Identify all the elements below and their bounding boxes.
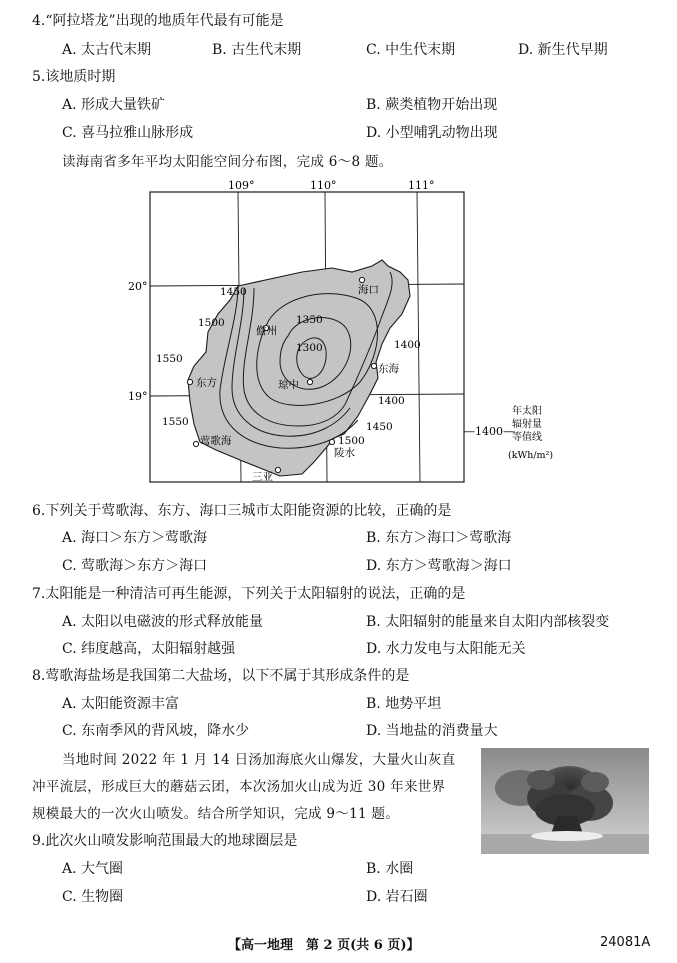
q5-option-a: A. 形成大量铁矿	[62, 97, 166, 113]
q4-option-a: A. 太古代末期	[62, 42, 152, 58]
isoline-label-1450-nw: 1450	[220, 286, 247, 298]
isoline-label-1550-sw: 1550	[162, 416, 189, 428]
isoline-label-1350: 1350	[296, 314, 323, 326]
city-marker-yinggehai	[193, 441, 198, 446]
volcano-intro-line1: 当地时间 2022 年 1 月 14 日汤加海底火山爆发，大量火山灰直	[62, 752, 456, 768]
legend-isoline-sample: —1400—	[464, 425, 514, 438]
city-label-lingshui: 陵水	[334, 447, 355, 459]
q9-option-a: A. 大气圈	[62, 861, 124, 877]
city-label-dongfang: 东方	[196, 377, 217, 389]
q8-option-b: B. 地势平坦	[366, 696, 442, 712]
lon-label-109: 109°	[228, 179, 255, 192]
q9-stem: 9.此次火山喷发影响范围最大的地球圈层是	[32, 833, 298, 849]
lon-label-110: 110°	[310, 179, 337, 192]
legend-text-line2: 辐射量	[512, 419, 542, 430]
q7-option-d: D. 水力发电与太阳能无关	[366, 641, 526, 657]
isoline-label-1500-w: 1500	[198, 317, 225, 329]
map-intro: 读海南省多年平均太阳能空间分布图，完成 6～8 题。	[62, 154, 393, 170]
q6-option-a: A. 海口＞东方＞莺歌海	[62, 530, 208, 546]
volcano-intro-line3: 规模最大的一次火山喷发。结合所学知识，完成 9～11 题。	[32, 806, 400, 822]
city-marker-donghai	[371, 363, 376, 368]
q7-stem: 7.太阳能是一种清洁可再生能源，下列关于太阳辐射的说法，正确的是	[32, 586, 466, 602]
city-label-yinggehai: 莺歌海	[200, 435, 232, 447]
meridian-111	[417, 192, 420, 482]
q5-option-d: D. 小型哺乳动物出现	[366, 125, 498, 141]
city-marker-lingshui	[329, 439, 334, 444]
volcano-eruption-photo	[481, 748, 649, 854]
q9-option-b: B. 水圈	[366, 861, 414, 877]
volcano-intro-line2: 冲平流层，形成巨大的蘑菇云团，本次汤加火山成为近 30 年来世界	[32, 779, 446, 795]
city-label-qiongzhong: 琼中	[278, 379, 299, 391]
exam-code: 24081A	[600, 935, 651, 950]
city-marker-qiongzhong	[307, 379, 312, 384]
q6-option-c: C. 莺歌海＞东方＞海口	[62, 558, 208, 574]
q7-option-c: C. 纬度越高，太阳辐射越强	[62, 641, 236, 657]
q5-option-c: C. 喜马拉雅山脉形成	[62, 125, 194, 141]
q6-option-b: B. 东方＞海口＞莺歌海	[366, 530, 512, 546]
city-marker-sanya	[275, 467, 280, 472]
q4-option-d: D. 新生代早期	[518, 42, 608, 58]
legend-text-line3: 等值线	[512, 432, 542, 443]
lat-label-20: 20°	[128, 280, 148, 293]
q9-option-d: D. 岩石圈	[366, 889, 428, 905]
q4-option-c: C. 中生代末期	[366, 42, 456, 58]
isoline-label-1500-s: 1500	[338, 435, 365, 447]
city-label-donghai: 东海	[378, 363, 399, 375]
isoline-label-1400-se: 1400	[378, 395, 405, 407]
isoline-label-1550-w: 1550	[156, 353, 183, 365]
q6-stem: 6.下列关于莺歌海、东方、海口三城市太阳能资源的比较，正确的是	[32, 503, 452, 519]
q8-option-c: C. 东南季风的背风坡，降水少	[62, 723, 250, 739]
isoline-label-1450-se: 1450	[366, 421, 393, 433]
q8-stem: 8.莺歌海盐场是我国第二大盐场，以下不属于其形成条件的是	[32, 668, 410, 684]
isoline-label-1300: 1300	[296, 342, 323, 354]
q6-option-d: D. 东方＞莺歌海＞海口	[366, 558, 512, 574]
lon-label-111: 111°	[408, 179, 435, 192]
city-label-danzhou: 儋州	[256, 325, 277, 337]
q4-option-b: B. 古生代末期	[212, 42, 302, 58]
q4-stem: 4.“阿拉塔龙”出现的地质年代最有可能是	[32, 13, 284, 29]
q8-option-d: D. 当地盐的消费量大	[366, 723, 498, 739]
q9-option-c: C. 生物圈	[62, 889, 124, 905]
city-label-sanya: 三亚	[252, 471, 273, 483]
q7-option-b: B. 太阳辐射的能量来自太阳内部核裂变	[366, 614, 610, 630]
q7-option-a: A. 太阳以电磁波的形式释放能量	[62, 614, 264, 630]
q5-stem: 5.该地质时期	[32, 69, 116, 85]
city-label-haikou: 海口	[358, 284, 379, 296]
lat-label-19: 19°	[128, 390, 148, 403]
q8-option-a: A. 太阳能资源丰富	[62, 696, 180, 712]
city-marker-dongfang	[187, 379, 192, 384]
isoline-label-1400-e: 1400	[394, 339, 421, 351]
legend-unit: (kWh/m²)	[508, 450, 554, 461]
city-marker-haikou	[359, 277, 364, 282]
page-footer: 【高一地理 第 2 页(共 6 页)】	[228, 938, 420, 953]
q5-option-b: B. 蕨类植物开始出现	[366, 97, 498, 113]
hainan-solar-map	[120, 176, 560, 488]
legend-text-line1: 年太阳	[512, 406, 542, 417]
